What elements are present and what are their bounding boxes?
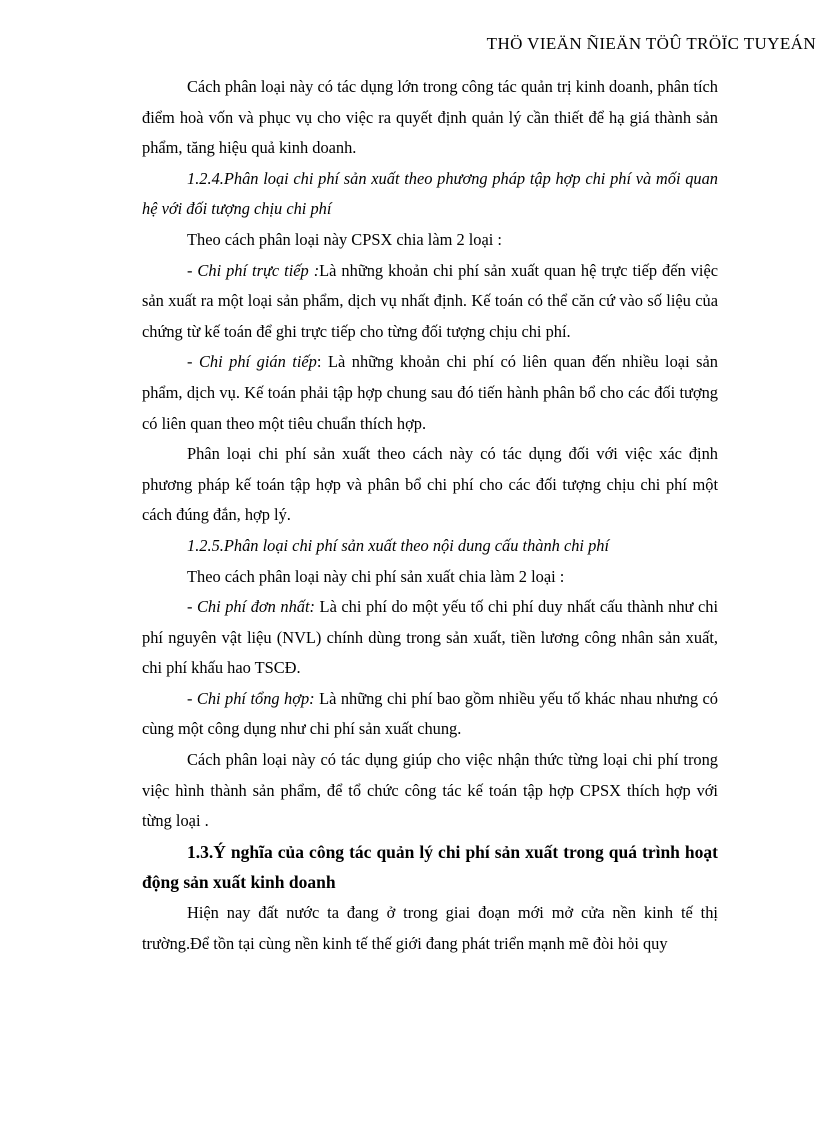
section-heading-1-3: 1.3.Ý nghĩa của công tác quản lý chi phí sản xuất trong quá trình hoạt động sản xuất kinh doanh — [142, 841, 718, 893]
paragraph-direct-cost — [142, 256, 718, 348]
definition-text: : Là những khoản chi phí có liên quan đến nhiều loại sản phẩm, dịch vụ. Kế toán phải tập hợp chung sau đó tiến hành phân bổ cho các đối tượng có liên quan theo một tiêu chuẩn thích hợp. — [142, 352, 718, 433]
paragraph: Hiện nay đất nước ta đang ở trong giai đoạn mới mở cửa nền kinh tế thị trường.Để tồn tại cùng nền kinh tế thế giới đang phát triển mạnh mẽ đòi hỏi quy — [142, 903, 718, 953]
paragraph: Phân loại chi phí sản xuất theo cách này có tác dụng đối với việc xác định phương pháp kế toán tập hợp và phân bổ chi phí cho các đối tượng chịu chi phí một cách đúng đắn, hợp lý. — [142, 444, 718, 525]
paragraph: Cách phân loại này có tác dụng giúp cho việc nhận thức từng loại chi phí trong việc hình thành sản phẩm, để tổ chức công tác kế toán tập hợp CPSX thích hợp với từng loại . — [142, 750, 718, 831]
paragraph: Theo cách phân loại này CPSX chia làm 2 loại : — [187, 229, 502, 249]
paragraph: Theo cách phân loại này chi phí sản xuất chia làm 2 loại : — [187, 566, 565, 586]
section-heading-1-2-4: 1.2.4.Phân loại chi phí sản xuất theo phương pháp tập hợp chi phí và mối quan hệ với đối tượng chịu chi phí — [142, 168, 718, 219]
term-single-cost: - Chi phí đơn nhất: — [187, 597, 316, 617]
term-indirect-cost: - Chi phí gián tiếp — [187, 352, 317, 372]
paragraph-composite-cost — [142, 684, 718, 745]
term-direct-cost: - Chi phí trực tiếp : — [187, 260, 320, 280]
definition-text: Là những chi phí bao gồm nhiều yếu tố khác nhau nhưng có cùng một công dụng như chi phí sản xuất chung. — [142, 688, 719, 739]
page-header: THÖ VIEÄN ÑIEÄN TÖÛ TRÖÏC TUYEÁN — [486, 34, 816, 53]
definition-text: Là chi phí do một yếu tố chi phí duy nhất cấu thành như chi phí nguyên vật liệu (NVL) chính dùng trong sản xuất, tiền lương công nhân sản xuất, chi phí khấu hao TSCĐ. — [142, 597, 718, 678]
paragraph-single-cost — [142, 592, 718, 684]
paragraph-indirect-cost — [142, 347, 718, 439]
document-body — [142, 72, 718, 959]
term-composite-cost: - Chi phí tổng hợp: — [187, 688, 315, 708]
paragraph: Cách phân loại này có tác dụng lớn trong công tác quản trị kinh doanh, phân tích điểm hoà vốn và phục vụ cho việc ra quyết định quản lý cần thiết để hạ giá thành sản phẩm, tăng hiệu quả kinh doanh. — [142, 77, 718, 158]
section-heading-1-2-5: 1.2.5.Phân loại chi phí sản xuất theo nội dung cấu thành chi phí — [187, 535, 610, 555]
definition-text: Là những khoản chi phí sản xuất quan hệ trực tiếp đến việc sản xuất ra một loại sản phẩm, dịch vụ nhất định. Kế toán có thể căn cứ vào số liệu của chứng từ kế toán để ghi trực tiếp cho từng đối tượng chịu chi phí. — [142, 260, 718, 341]
